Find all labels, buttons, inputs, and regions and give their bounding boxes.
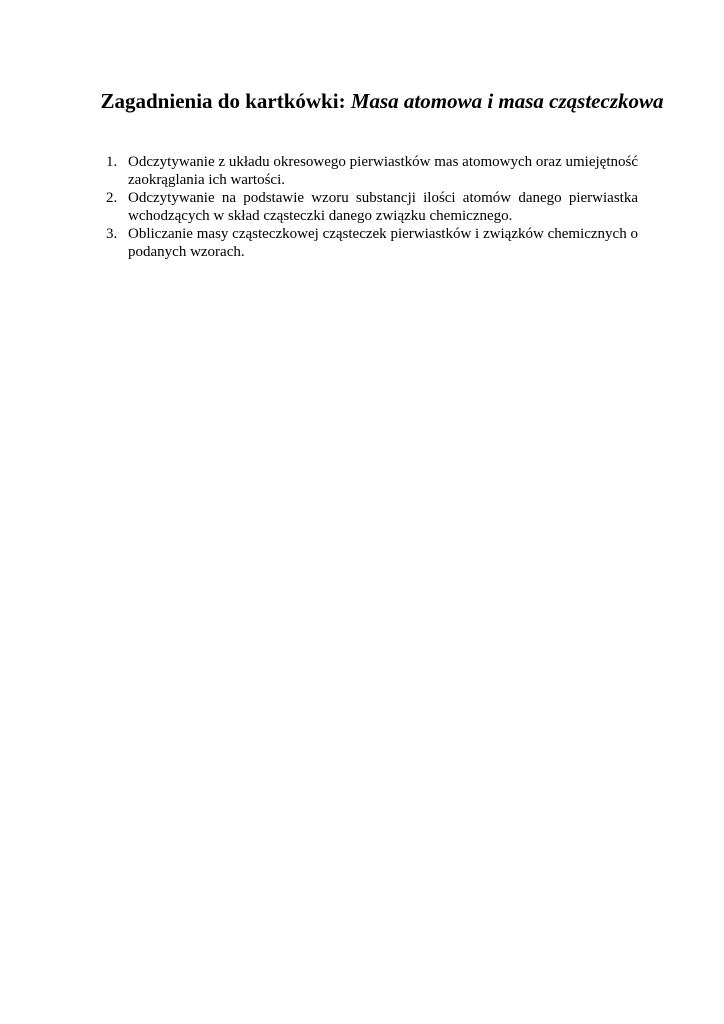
list-item: [106, 153, 638, 189]
list-item-text: Obliczanie masy cząsteczkowej cząsteczek pierwiastków i związków chemicznych o podanych wzorach.: [128, 226, 638, 260]
list-item: [106, 225, 638, 261]
topics-list: [106, 153, 638, 261]
title-italic: Masa atomowa i masa cząsteczkowa: [350, 89, 664, 113]
list-item: [106, 189, 638, 225]
list-item-number: 1.: [106, 154, 118, 170]
list-item-text: Odczytywanie na podstawie wzoru substancji ilości atomów danego pierwiastka wchodzących w skład cząsteczki danego związku chemicznego.: [128, 190, 638, 224]
page-title: [100, 88, 664, 114]
list-item-number: 2.: [106, 190, 118, 206]
title-regular: Zagadnienia do kartkówki:: [100, 89, 351, 113]
list-item-text: Odczytywanie z układu okresowego pierwiastków mas atomowych oraz umiejętność zaokrąglania ich wartości.: [128, 154, 638, 188]
list-item-number: 3.: [106, 226, 118, 242]
